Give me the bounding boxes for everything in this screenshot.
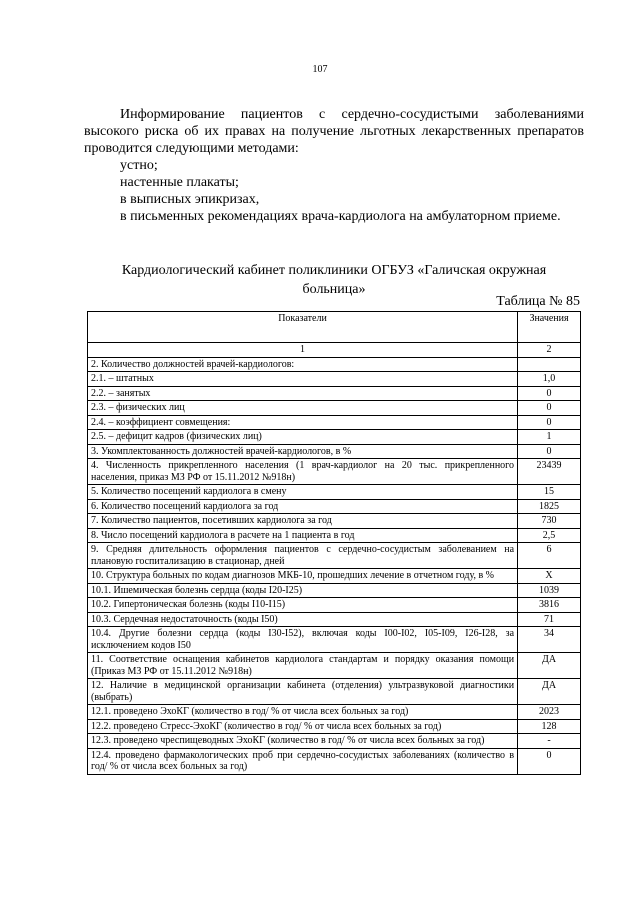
row-label: 11. Соответствие оснащения кабинетов кардиолога стандартам и порядку оказания помощи (Приказ МЗ РФ от 15.11.2012 №918н): [88, 653, 518, 679]
indicators-table: [87, 311, 581, 775]
caption-line: Кардиологический кабинет поликлиники ОГБУЗ «Галичская окружная: [121, 263, 547, 278]
table-row: [88, 528, 581, 543]
row-value: 2,5: [518, 528, 581, 543]
page-number: 107: [312, 64, 328, 75]
table-row: [88, 372, 581, 387]
column-index-row: [88, 343, 581, 358]
table-row: [88, 514, 581, 529]
row-value: 1825: [518, 499, 581, 514]
table-row: [88, 653, 581, 679]
table-row: [88, 583, 581, 598]
table-row: [88, 357, 581, 372]
row-label: 5. Количество посещений кардиолога в смену: [88, 485, 518, 500]
table-row: [88, 459, 581, 485]
row-label: 12.4. проведено фармакологических проб при сердечно-сосудистых заболеваниях (количество в год/ % от числа всех больных за год): [88, 748, 518, 774]
row-value: 0: [518, 415, 581, 430]
table-row: [88, 748, 581, 774]
row-label: 2.3. – физических лиц: [88, 401, 518, 416]
row-value: 15: [518, 485, 581, 500]
row-label: 12.2. проведено Стресс-ЭхоКГ (количество в год/ % от числа всех больных за год): [88, 719, 518, 734]
row-value: 0: [518, 401, 581, 416]
row-value: ДА: [518, 679, 581, 705]
header-values: Значения: [518, 312, 581, 343]
row-value: 1,0: [518, 372, 581, 387]
table-row: [88, 401, 581, 416]
row-value: -: [518, 734, 581, 749]
table-number: Таблица № 85: [496, 294, 580, 309]
row-label: 7. Количество пациентов, посетивших кардиолога за год: [88, 514, 518, 529]
row-label: 10.4. Другие болезни сердца (коды I30-I52), включая коды I00-I02, I05-I09, I26-I28, за исключением кодов I50: [88, 627, 518, 653]
table-row: [88, 430, 581, 445]
table-row: [88, 386, 581, 401]
row-label: 2. Количество должностей врачей-кардиологов:: [88, 357, 518, 372]
row-value: 730: [518, 514, 581, 529]
row-value: ДА: [518, 653, 581, 679]
row-value: 1: [518, 430, 581, 445]
method-item: настенные плакаты;: [120, 175, 239, 190]
row-value: 3816: [518, 598, 581, 613]
row-label: 12.1. проведено ЭхоКГ (количество в год/ % от числа всех больных за год): [88, 705, 518, 720]
row-label: 8. Число посещений кардиолога в расчете на 1 пациента в год: [88, 528, 518, 543]
intro-text: [84, 106, 584, 225]
table-row: [88, 444, 581, 459]
method-item: в выписных эпикризах,: [120, 192, 260, 207]
row-value: 6: [518, 543, 581, 569]
method-item: устно;: [120, 158, 158, 173]
row-label: 2.1. – штатных: [88, 372, 518, 387]
table-row: [88, 734, 581, 749]
row-value: 0: [518, 386, 581, 401]
table-row: [88, 499, 581, 514]
row-label: 10.3. Сердечная недостаточность (коды I50): [88, 612, 518, 627]
row-label: 9. Средняя длительность оформления пациентов с сердечно-сосудистым заболеванием на плановую госпитализацию в стационар, дней: [88, 543, 518, 569]
row-value: [518, 357, 581, 372]
row-label: 3. Укомплектованность должностей врачей-кардиологов, в %: [88, 444, 518, 459]
row-label: 2.2. – занятых: [88, 386, 518, 401]
table-row: [88, 627, 581, 653]
row-label: 6. Количество посещений кардиолога за год: [88, 499, 518, 514]
table-header-row: [88, 312, 581, 343]
table-row: [88, 415, 581, 430]
row-label: 10.2. Гипертоническая болезнь (коды I10-I15): [88, 598, 518, 613]
table-row: [88, 598, 581, 613]
table-row: [88, 569, 581, 584]
table-row: [88, 705, 581, 720]
column-index: 1: [88, 343, 518, 358]
row-value: 23439: [518, 459, 581, 485]
row-value: 128: [518, 719, 581, 734]
row-value: 2023: [518, 705, 581, 720]
row-value: 0: [518, 444, 581, 459]
row-value: 71: [518, 612, 581, 627]
method-item: в письменных рекомендациях врача-кардиолога на амбулаторном приеме.: [120, 209, 561, 224]
row-label: 10. Структура больных по кодам диагнозов МКБ-10, прошедших лечение в отчетном году, в %: [88, 569, 518, 584]
caption-line: больница»: [302, 282, 366, 297]
row-label: 2.5. – дефицит кадров (физических лиц): [88, 430, 518, 445]
row-label: 12.3. проведено чреспищеводных ЭхоКГ (количество в год/ % от числа всех больных за год): [88, 734, 518, 749]
row-label: 12. Наличие в медицинской организации кабинета (отделения) ультразвуковой диагностики (выбрать): [88, 679, 518, 705]
table-row: [88, 485, 581, 500]
row-label: 2.4. – коэффициент совмещения:: [88, 415, 518, 430]
row-value: 1039: [518, 583, 581, 598]
column-index: 2: [518, 343, 581, 358]
table-row: [88, 719, 581, 734]
row-label: 10.1. Ишемическая болезнь сердца (коды I20-I25): [88, 583, 518, 598]
row-value: X: [518, 569, 581, 584]
row-value: 34: [518, 627, 581, 653]
table-row: [88, 679, 581, 705]
intro-paragraph: Информирование пациентов с сердечно-сосудистыми заболеваниями высокого риска об их правах на получение льготных лекарственных препаратов проводится следующими методами:: [84, 107, 584, 156]
table-row: [88, 543, 581, 569]
row-label: 4. Численность прикрепленного населения (1 врач-кардиолог на 20 тыс. прикрепленного населения, приказ МЗ РФ от 15.11.2012 №918н): [88, 459, 518, 485]
header-indicators: Показатели: [88, 312, 518, 343]
table-row: [88, 612, 581, 627]
row-value: 0: [518, 748, 581, 774]
